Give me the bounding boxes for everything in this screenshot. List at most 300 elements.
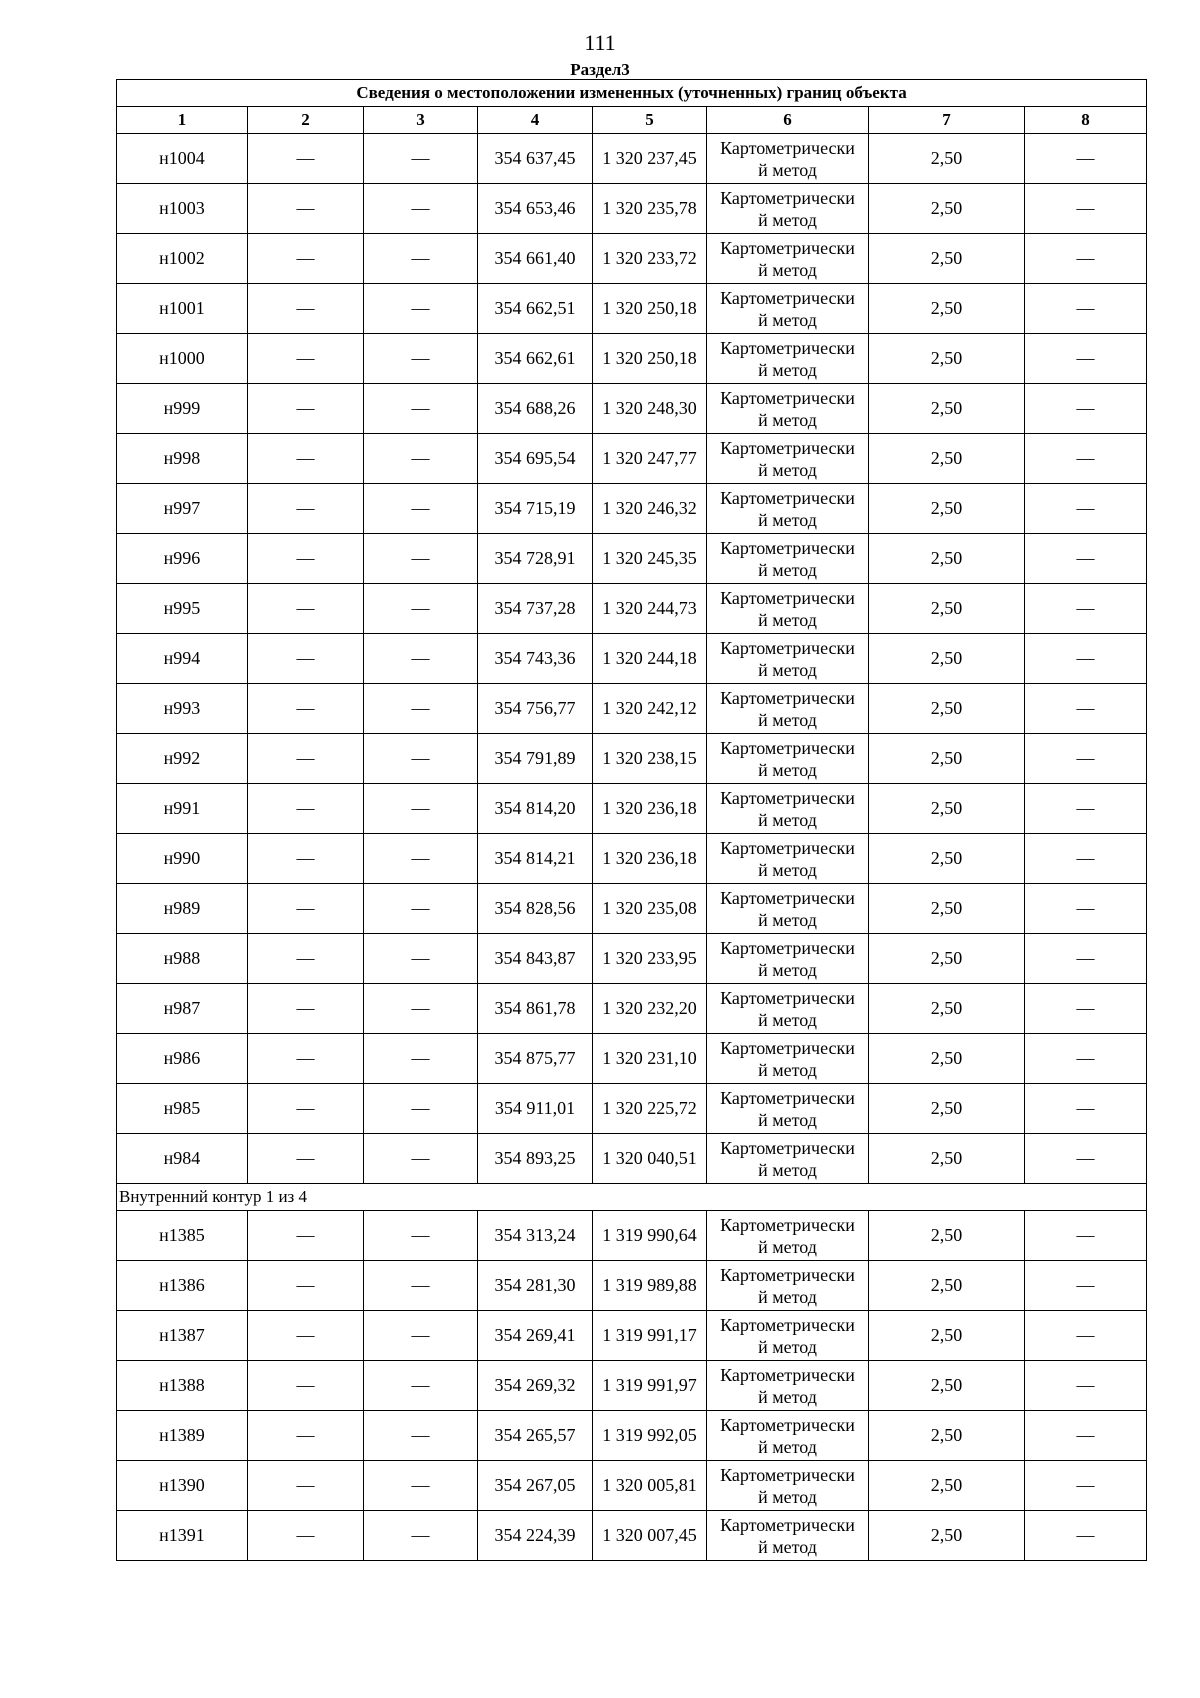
column-header: 7 [869, 107, 1025, 134]
y-coordinate-cell: 1 320 247,77 [593, 434, 707, 484]
x-coordinate-cell: 354 662,61 [478, 334, 593, 384]
dash-cell: — [364, 584, 478, 634]
method-cell [707, 1311, 869, 1361]
y-coordinate-cell: 1 320 233,72 [593, 234, 707, 284]
table-row [117, 384, 1147, 434]
x-coordinate-cell: 354 281,30 [478, 1261, 593, 1311]
dash-cell: — [1025, 1411, 1147, 1461]
method-line-2: й метод [758, 309, 817, 330]
x-coordinate-cell: 354 265,57 [478, 1411, 593, 1461]
dash-cell: — [1025, 784, 1147, 834]
method-cell [707, 634, 869, 684]
point-id-cell: н996 [117, 534, 248, 584]
point-id-cell: н1003 [117, 184, 248, 234]
dash-cell: — [364, 284, 478, 334]
x-coordinate-cell: 354 791,89 [478, 734, 593, 784]
method-line-2: й метод [758, 509, 817, 530]
method-cell [707, 484, 869, 534]
dash-cell: — [248, 1211, 364, 1261]
dash-cell: — [248, 1361, 364, 1411]
dash-cell: — [248, 184, 364, 234]
method-line-1: Картометрически [720, 1414, 855, 1435]
dash-cell: — [364, 1261, 478, 1311]
column-header: 6 [707, 107, 869, 134]
x-coordinate-cell: 354 269,32 [478, 1361, 593, 1411]
x-coordinate-cell: 354 843,87 [478, 934, 593, 984]
dash-cell: — [364, 384, 478, 434]
method-cell [707, 584, 869, 634]
dash-cell: — [1025, 634, 1147, 684]
dash-cell: — [1025, 1461, 1147, 1511]
point-id-cell: н1387 [117, 1311, 248, 1361]
dash-cell: — [364, 834, 478, 884]
accuracy-cell: 2,50 [869, 884, 1025, 934]
method-line-1: Картометрически [720, 837, 855, 858]
dash-cell: — [364, 634, 478, 684]
accuracy-cell: 2,50 [869, 734, 1025, 784]
point-id-cell: н1002 [117, 234, 248, 284]
column-header: 1 [117, 107, 248, 134]
y-coordinate-cell: 1 320 250,18 [593, 334, 707, 384]
method-cell [707, 784, 869, 834]
point-id-cell: н1001 [117, 284, 248, 334]
point-id-cell: н1391 [117, 1511, 248, 1561]
accuracy-cell: 2,50 [869, 1361, 1025, 1411]
x-coordinate-cell: 354 743,36 [478, 634, 593, 684]
method-line-2: й метод [758, 959, 817, 980]
x-coordinate-cell: 354 653,46 [478, 184, 593, 234]
accuracy-cell: 2,50 [869, 1311, 1025, 1361]
table-row [117, 634, 1147, 684]
dash-cell: — [248, 484, 364, 534]
table-row [117, 1361, 1147, 1411]
method-cell [707, 1034, 869, 1084]
dash-cell: — [1025, 1034, 1147, 1084]
dash-cell: — [248, 1461, 364, 1511]
x-coordinate-cell: 354 756,77 [478, 684, 593, 734]
method-cell [707, 334, 869, 384]
method-line-1: Картометрически [720, 437, 855, 458]
accuracy-cell: 2,50 [869, 934, 1025, 984]
accuracy-cell: 2,50 [869, 834, 1025, 884]
method-line-1: Картометрически [720, 1314, 855, 1335]
method-line-1: Картометрически [720, 937, 855, 958]
y-coordinate-cell: 1 320 235,08 [593, 884, 707, 934]
y-coordinate-cell: 1 320 244,73 [593, 584, 707, 634]
accuracy-cell: 2,50 [869, 434, 1025, 484]
dash-cell: — [1025, 484, 1147, 534]
method-cell [707, 134, 869, 184]
table-caption-row [117, 80, 1147, 107]
point-id-cell: н1004 [117, 134, 248, 184]
x-coordinate-cell: 354 695,54 [478, 434, 593, 484]
method-cell [707, 1411, 869, 1461]
table-row [117, 134, 1147, 184]
table-row [117, 1034, 1147, 1084]
accuracy-cell: 2,50 [869, 134, 1025, 184]
y-coordinate-cell: 1 320 232,20 [593, 984, 707, 1034]
accuracy-cell: 2,50 [869, 534, 1025, 584]
x-coordinate-cell: 354 728,91 [478, 534, 593, 584]
method-line-2: й метод [758, 909, 817, 930]
y-coordinate-cell: 1 319 991,97 [593, 1361, 707, 1411]
y-coordinate-cell: 1 320 225,72 [593, 1084, 707, 1134]
table-caption: Сведения о местоположении измененных (уточненных) границ объекта [117, 80, 1147, 107]
dash-cell: — [248, 384, 364, 434]
point-id-cell: н993 [117, 684, 248, 734]
table-row [117, 734, 1147, 784]
method-line-2: й метод [758, 1436, 817, 1457]
accuracy-cell: 2,50 [869, 384, 1025, 434]
method-line-2: й метод [758, 159, 817, 180]
method-cell [707, 184, 869, 234]
x-coordinate-cell: 354 911,01 [478, 1084, 593, 1134]
point-id-cell: н992 [117, 734, 248, 784]
table-row [117, 234, 1147, 284]
table-row [117, 884, 1147, 934]
table-row [117, 1211, 1147, 1261]
method-line-2: й метод [758, 709, 817, 730]
method-line-1: Картометрически [720, 287, 855, 308]
method-cell [707, 684, 869, 734]
method-line-1: Картометрически [720, 1464, 855, 1485]
contour-label: Внутренний контур 1 из 4 [117, 1184, 1147, 1211]
dash-cell: — [1025, 434, 1147, 484]
method-cell [707, 434, 869, 484]
method-line-2: й метод [758, 1336, 817, 1357]
x-coordinate-cell: 354 661,40 [478, 234, 593, 284]
dash-cell: — [1025, 284, 1147, 334]
accuracy-cell: 2,50 [869, 784, 1025, 834]
method-line-1: Картометрически [720, 387, 855, 408]
dash-cell: — [364, 884, 478, 934]
table-row [117, 1134, 1147, 1184]
section-title: Раздел3 [570, 60, 630, 79]
dash-cell: — [248, 1311, 364, 1361]
y-coordinate-cell: 1 320 245,35 [593, 534, 707, 584]
y-coordinate-cell: 1 320 237,45 [593, 134, 707, 184]
point-id-cell: н989 [117, 884, 248, 934]
point-id-cell: н988 [117, 934, 248, 984]
x-coordinate-cell: 354 828,56 [478, 884, 593, 934]
method-cell [707, 1084, 869, 1134]
point-id-cell: н1390 [117, 1461, 248, 1511]
dash-cell: — [248, 934, 364, 984]
dash-cell: — [1025, 684, 1147, 734]
table-row [117, 334, 1147, 384]
method-cell [707, 1211, 869, 1261]
method-line-1: Картометрически [720, 587, 855, 608]
method-line-1: Картометрически [720, 487, 855, 508]
dash-cell: — [364, 334, 478, 384]
dash-cell: — [248, 1511, 364, 1561]
dash-cell: — [1025, 934, 1147, 984]
table-row [117, 684, 1147, 734]
dash-cell: — [248, 1134, 364, 1184]
point-id-cell: н1385 [117, 1211, 248, 1261]
method-line-2: й метод [758, 1159, 817, 1180]
accuracy-cell: 2,50 [869, 234, 1025, 284]
coordinates-table [116, 79, 1147, 1561]
method-line-2: й метод [758, 459, 817, 480]
table-row [117, 834, 1147, 884]
point-id-cell: н1388 [117, 1361, 248, 1411]
contour-label-row [117, 1184, 1147, 1211]
dash-cell: — [248, 734, 364, 784]
dash-cell: — [248, 684, 364, 734]
table-row [117, 1461, 1147, 1511]
x-coordinate-cell: 354 737,28 [478, 584, 593, 634]
method-line-2: й метод [758, 409, 817, 430]
method-line-1: Картометрически [720, 1214, 855, 1235]
y-coordinate-cell: 1 320 236,18 [593, 784, 707, 834]
method-line-2: й метод [758, 1536, 817, 1557]
accuracy-cell: 2,50 [869, 684, 1025, 734]
dash-cell: — [364, 984, 478, 1034]
accuracy-cell: 2,50 [869, 484, 1025, 534]
dash-cell: — [364, 534, 478, 584]
method-line-2: й метод [758, 209, 817, 230]
dash-cell: — [248, 984, 364, 1034]
point-id-cell: н995 [117, 584, 248, 634]
point-id-cell: н986 [117, 1034, 248, 1084]
dash-cell: — [248, 634, 364, 684]
dash-cell: — [364, 734, 478, 784]
point-id-cell: н990 [117, 834, 248, 884]
table-row [117, 584, 1147, 634]
dash-cell: — [364, 1311, 478, 1361]
method-line-1: Картометрически [720, 1514, 855, 1535]
table-row [117, 434, 1147, 484]
x-coordinate-cell: 354 893,25 [478, 1134, 593, 1184]
y-coordinate-cell: 1 320 246,32 [593, 484, 707, 534]
method-line-2: й метод [758, 659, 817, 680]
dash-cell: — [1025, 1084, 1147, 1134]
method-cell [707, 1361, 869, 1411]
table-row [117, 1261, 1147, 1311]
table-row [117, 1084, 1147, 1134]
column-header: 5 [593, 107, 707, 134]
dash-cell: — [248, 234, 364, 284]
point-id-cell: н991 [117, 784, 248, 834]
x-coordinate-cell: 354 637,45 [478, 134, 593, 184]
dash-cell: — [364, 134, 478, 184]
x-coordinate-cell: 354 269,41 [478, 1311, 593, 1361]
x-coordinate-cell: 354 313,24 [478, 1211, 593, 1261]
dash-cell: — [1025, 884, 1147, 934]
dash-cell: — [248, 284, 364, 334]
table-row [117, 284, 1147, 334]
accuracy-cell: 2,50 [869, 1411, 1025, 1461]
method-cell [707, 1511, 869, 1561]
dash-cell: — [364, 1361, 478, 1411]
table-row [117, 184, 1147, 234]
method-cell [707, 884, 869, 934]
y-coordinate-cell: 1 320 244,18 [593, 634, 707, 684]
method-cell [707, 234, 869, 284]
dash-cell: — [248, 434, 364, 484]
method-line-2: й метод [758, 1286, 817, 1307]
dash-cell: — [248, 534, 364, 584]
accuracy-cell: 2,50 [869, 1511, 1025, 1561]
method-line-2: й метод [758, 809, 817, 830]
method-cell [707, 1134, 869, 1184]
accuracy-cell: 2,50 [869, 1134, 1025, 1184]
table-row [117, 1311, 1147, 1361]
column-header: 2 [248, 107, 364, 134]
dash-cell: — [1025, 734, 1147, 784]
method-line-1: Картометрически [720, 1264, 855, 1285]
x-coordinate-cell: 354 267,05 [478, 1461, 593, 1511]
table-row [117, 484, 1147, 534]
method-line-1: Картометрически [720, 187, 855, 208]
method-line-1: Картометрически [720, 237, 855, 258]
dash-cell: — [364, 1411, 478, 1461]
accuracy-cell: 2,50 [869, 584, 1025, 634]
dash-cell: — [1025, 584, 1147, 634]
y-coordinate-cell: 1 320 250,18 [593, 284, 707, 334]
dash-cell: — [248, 1084, 364, 1134]
point-id-cell: н997 [117, 484, 248, 534]
method-line-1: Картометрически [720, 1364, 855, 1385]
y-coordinate-cell: 1 319 990,64 [593, 1211, 707, 1261]
method-line-1: Картометрически [720, 337, 855, 358]
y-coordinate-cell: 1 320 005,81 [593, 1461, 707, 1511]
point-id-cell: н987 [117, 984, 248, 1034]
x-coordinate-cell: 354 814,21 [478, 834, 593, 884]
dash-cell: — [1025, 384, 1147, 434]
dash-cell: — [1025, 1511, 1147, 1561]
accuracy-cell: 2,50 [869, 184, 1025, 234]
dash-cell: — [364, 1084, 478, 1134]
method-line-2: й метод [758, 359, 817, 380]
dash-cell: — [1025, 1361, 1147, 1411]
method-line-2: й метод [758, 1486, 817, 1507]
dash-cell: — [248, 834, 364, 884]
method-line-2: й метод [758, 1109, 817, 1130]
y-coordinate-cell: 1 320 231,10 [593, 1034, 707, 1084]
method-line-1: Картометрически [720, 687, 855, 708]
dash-cell: — [248, 134, 364, 184]
accuracy-cell: 2,50 [869, 284, 1025, 334]
method-line-1: Картометрически [720, 637, 855, 658]
method-line-2: й метод [758, 559, 817, 580]
dash-cell: — [1025, 334, 1147, 384]
dash-cell: — [1025, 984, 1147, 1034]
dash-cell: — [1025, 1261, 1147, 1311]
table-row [117, 534, 1147, 584]
y-coordinate-cell: 1 320 236,18 [593, 834, 707, 884]
accuracy-cell: 2,50 [869, 1461, 1025, 1511]
column-header: 8 [1025, 107, 1147, 134]
method-cell [707, 984, 869, 1034]
dash-cell: — [1025, 534, 1147, 584]
y-coordinate-cell: 1 319 991,17 [593, 1311, 707, 1361]
method-line-1: Картометрически [720, 987, 855, 1008]
method-line-2: й метод [758, 759, 817, 780]
dash-cell: — [1025, 184, 1147, 234]
y-coordinate-cell: 1 320 007,45 [593, 1511, 707, 1561]
dash-cell: — [364, 1461, 478, 1511]
method-line-2: й метод [758, 259, 817, 280]
method-cell [707, 534, 869, 584]
dash-cell: — [1025, 234, 1147, 284]
point-id-cell: н999 [117, 384, 248, 434]
y-coordinate-cell: 1 319 992,05 [593, 1411, 707, 1461]
dash-cell: — [1025, 1134, 1147, 1184]
dash-cell: — [364, 184, 478, 234]
method-line-1: Картометрически [720, 887, 855, 908]
y-coordinate-cell: 1 320 242,12 [593, 684, 707, 734]
x-coordinate-cell: 354 814,20 [478, 784, 593, 834]
method-line-1: Картометрически [720, 1087, 855, 1108]
method-line-2: й метод [758, 1059, 817, 1080]
page-number: 111 [584, 30, 616, 55]
dash-cell: — [364, 684, 478, 734]
method-line-2: й метод [758, 1009, 817, 1030]
accuracy-cell: 2,50 [869, 1211, 1025, 1261]
method-line-2: й метод [758, 1386, 817, 1407]
column-header: 4 [478, 107, 593, 134]
point-id-cell: н1000 [117, 334, 248, 384]
table-row [117, 934, 1147, 984]
y-coordinate-cell: 1 320 238,15 [593, 734, 707, 784]
x-coordinate-cell: 354 662,51 [478, 284, 593, 334]
dash-cell: — [248, 334, 364, 384]
dash-cell: — [1025, 1311, 1147, 1361]
dash-cell: — [248, 1411, 364, 1461]
dash-cell: — [248, 884, 364, 934]
point-id-cell: н998 [117, 434, 248, 484]
table-header-row [117, 107, 1147, 134]
method-cell [707, 834, 869, 884]
accuracy-cell: 2,50 [869, 1261, 1025, 1311]
x-coordinate-cell: 354 861,78 [478, 984, 593, 1034]
x-coordinate-cell: 354 688,26 [478, 384, 593, 434]
dash-cell: — [248, 1261, 364, 1311]
dash-cell: — [364, 1134, 478, 1184]
method-line-1: Картометрически [720, 537, 855, 558]
y-coordinate-cell: 1 320 235,78 [593, 184, 707, 234]
y-coordinate-cell: 1 320 040,51 [593, 1134, 707, 1184]
x-coordinate-cell: 354 224,39 [478, 1511, 593, 1561]
method-cell [707, 384, 869, 434]
method-line-2: й метод [758, 859, 817, 880]
method-cell [707, 284, 869, 334]
method-cell [707, 1461, 869, 1511]
dash-cell: — [248, 1034, 364, 1084]
table-row [117, 984, 1147, 1034]
x-coordinate-cell: 354 875,77 [478, 1034, 593, 1084]
method-cell [707, 734, 869, 784]
accuracy-cell: 2,50 [869, 1084, 1025, 1134]
method-line-1: Картометрически [720, 137, 855, 158]
method-line-2: й метод [758, 609, 817, 630]
accuracy-cell: 2,50 [869, 1034, 1025, 1084]
dash-cell: — [1025, 1211, 1147, 1261]
dash-cell: — [364, 1511, 478, 1561]
dash-cell: — [248, 584, 364, 634]
method-line-1: Картометрически [720, 1037, 855, 1058]
column-header: 3 [364, 107, 478, 134]
accuracy-cell: 2,50 [869, 334, 1025, 384]
y-coordinate-cell: 1 320 248,30 [593, 384, 707, 434]
dash-cell: — [248, 784, 364, 834]
table-row [117, 1411, 1147, 1461]
dash-cell: — [364, 934, 478, 984]
dash-cell: — [1025, 134, 1147, 184]
dash-cell: — [1025, 834, 1147, 884]
